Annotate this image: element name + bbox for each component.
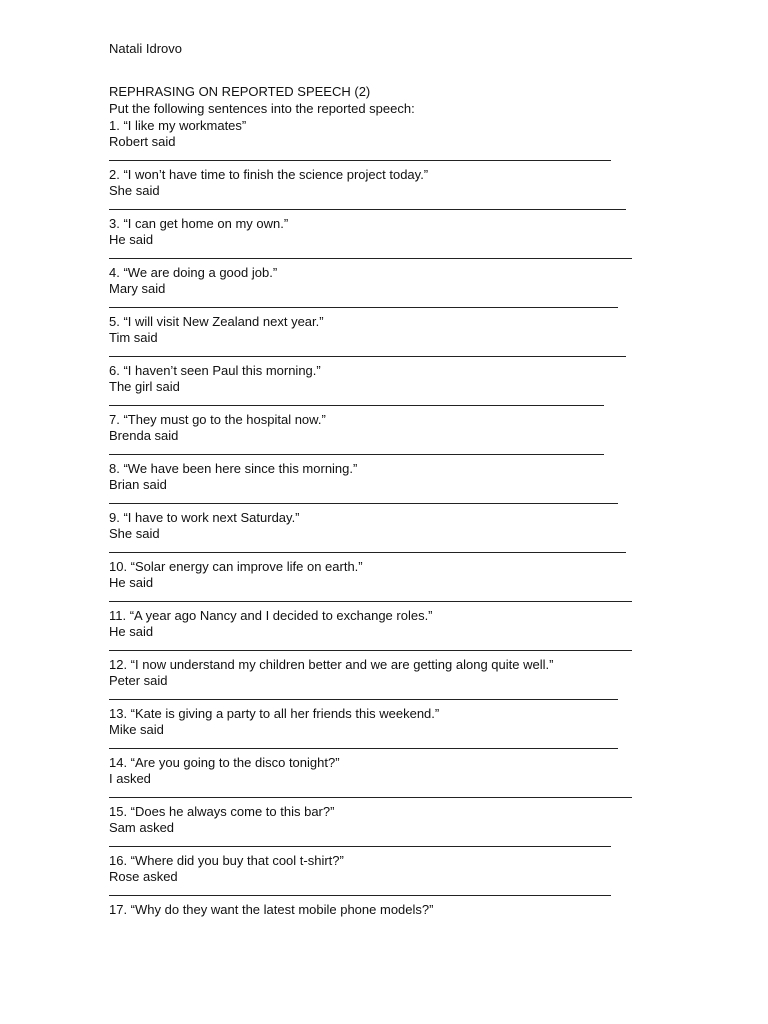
exercise-item <box>109 265 649 314</box>
reporting-clause: He said <box>109 575 154 590</box>
reporting-clause: Brenda said <box>109 428 179 443</box>
exercise-item <box>109 216 649 265</box>
answer-line[interactable] <box>109 160 611 161</box>
exercise-sentence: 9. “I have to work next Saturday.” <box>109 510 300 525</box>
reporting-clause: The girl said <box>109 379 180 394</box>
exercise-sentence: 5. “I will visit New Zealand next year.” <box>109 314 324 329</box>
reporting-clause: Mary said <box>109 281 166 296</box>
exercise-item <box>109 706 649 755</box>
exercise-item <box>109 608 649 657</box>
answer-line[interactable] <box>109 209 626 210</box>
answer-line[interactable] <box>109 846 611 847</box>
answer-line[interactable] <box>109 405 604 406</box>
worksheet-title: REPHRASING ON REPORTED SPEECH (2) <box>109 84 371 99</box>
exercise-sentence: 13. “Kate is giving a party to all her friends this weekend.” <box>109 706 440 721</box>
exercise-sentence: 3. “I can get home on my own.” <box>109 216 289 231</box>
reporting-clause: Brian said <box>109 477 167 492</box>
answer-line[interactable] <box>109 454 604 455</box>
exercise-item <box>109 363 649 412</box>
exercise-sentence: 11. “A year ago Nancy and I decided to exchange roles.” <box>109 608 433 623</box>
reporting-clause: She said <box>109 183 160 198</box>
answer-line[interactable] <box>109 797 632 798</box>
exercise-sentence: 7. “They must go to the hospital now.” <box>109 412 326 427</box>
answer-line[interactable] <box>109 503 618 504</box>
answer-line[interactable] <box>109 748 618 749</box>
exercise-sentence: 4. “We are doing a good job.” <box>109 265 278 280</box>
exercise-item <box>109 853 649 902</box>
exercise-sentence: 14. “Are you going to the disco tonight?” <box>109 755 340 770</box>
exercise-sentence: 12. “I now understand my children better and we are getting along quite well.” <box>109 657 554 672</box>
exercise-item <box>109 412 649 461</box>
exercise-item <box>109 559 649 608</box>
exercise-item <box>109 755 649 804</box>
reporting-clause: Sam asked <box>109 820 175 835</box>
exercise-list <box>109 118 649 951</box>
reporting-clause: He said <box>109 232 154 247</box>
answer-line[interactable] <box>109 895 611 896</box>
exercise-sentence: 1. “I like my workmates” <box>109 118 247 133</box>
exercise-item <box>109 510 649 559</box>
exercise-sentence: 16. “Where did you buy that cool t-shirt?” <box>109 853 344 868</box>
exercise-sentence: 6. “I haven’t seen Paul this morning.” <box>109 363 321 378</box>
exercise-sentence: 2. “I won’t have time to finish the science project today.” <box>109 167 429 182</box>
reporting-clause: I asked <box>109 771 151 786</box>
answer-line[interactable] <box>109 552 626 553</box>
exercise-sentence: 8. “We have been here since this morning.” <box>109 461 358 476</box>
reporting-clause: He said <box>109 624 154 639</box>
reporting-clause: She said <box>109 526 160 541</box>
reporting-clause: Mike said <box>109 722 164 737</box>
exercise-sentence: 15. “Does he always come to this bar?” <box>109 804 335 819</box>
exercise-sentence: 10. “Solar energy can improve life on earth.” <box>109 559 363 574</box>
exercise-item <box>109 314 649 363</box>
answer-line[interactable] <box>109 307 618 308</box>
exercise-item <box>109 804 649 853</box>
reporting-clause: Robert said <box>109 134 176 149</box>
exercise-item <box>109 118 649 167</box>
exercise-item <box>109 902 649 951</box>
exercise-item <box>109 657 649 706</box>
answer-line[interactable] <box>109 356 626 357</box>
instruction-text: Put the following sentences into the reported speech: <box>109 101 415 116</box>
answer-line[interactable] <box>109 601 632 602</box>
reporting-clause: Peter said <box>109 673 168 688</box>
reporting-clause: Tim said <box>109 330 158 345</box>
answer-line[interactable] <box>109 258 632 259</box>
exercise-item <box>109 461 649 510</box>
answer-line[interactable] <box>109 699 618 700</box>
author-name: Natali Idrovo <box>109 41 182 56</box>
exercise-sentence: 17. “Why do they want the latest mobile phone models?” <box>109 902 434 917</box>
exercise-item <box>109 167 649 216</box>
reporting-clause: Rose asked <box>109 869 178 884</box>
answer-line[interactable] <box>109 650 632 651</box>
